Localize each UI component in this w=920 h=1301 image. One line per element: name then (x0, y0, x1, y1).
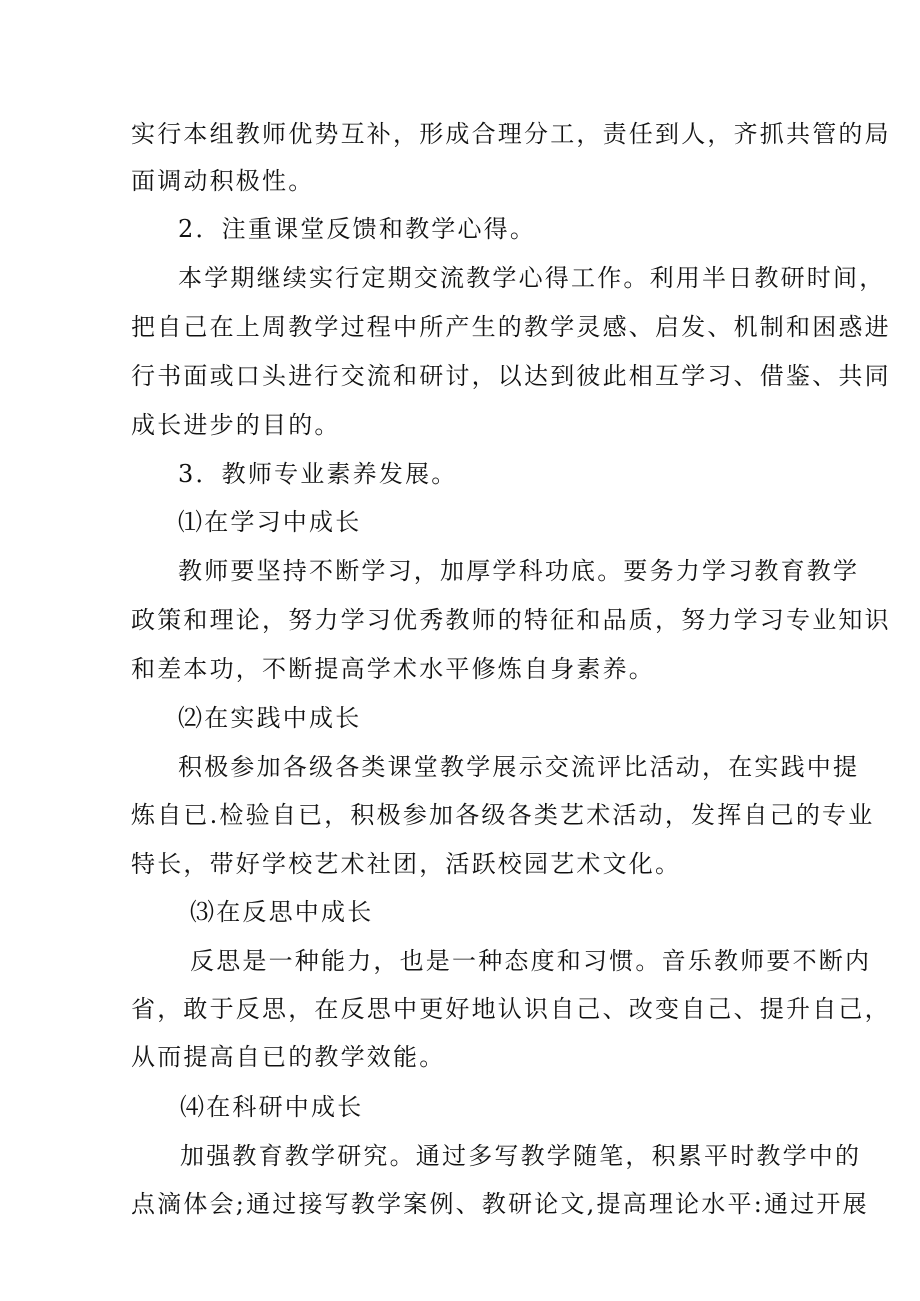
section-heading-3: 3．教师专业素养发展。 (178, 460, 458, 488)
paragraph-first-line: 积极参加各级各类课堂教学展示交流评比活动，在实践中提 (178, 753, 860, 781)
subheading-3: ⑶在反思中成长 (190, 898, 374, 926)
paragraph-first-line: 本学期继续实行定期交流教学心得工作。利用半日教研时间， (178, 264, 886, 292)
paragraph-line: 省，敢于反思，在反思中更好地认识自己、改变自己、提升自己， (131, 995, 891, 1023)
paragraph-first-line: 教师要坚持不断学习，加厚学科功底。要务力学习教育教学 (178, 557, 860, 585)
paragraph-line: 行书面或口头进行交流和研讨，以达到彼此相互学习、借鉴、共同 (131, 362, 891, 390)
paragraph-line: 炼自已.检验自已，积极参加各级各类艺术活动，发挥自己的专业 (131, 801, 875, 829)
paragraph-line: 政策和理论，努力学习优秀教师的特征和品质，努力学习专业知识 (131, 606, 891, 634)
subheading-1: ⑴在学习中成长 (178, 508, 362, 536)
paragraph-continuation-line: 面调动积极性。 (131, 167, 315, 195)
paragraph-line: 点滴体会;通过接写教学案例、教研论文,提高理论水平:通过开展 (131, 1190, 869, 1218)
paragraph-line: 特长，带好学校艺术社团，活跃校园艺术文化。 (131, 850, 682, 878)
paragraph-line: 成长进步的目的。 (131, 411, 341, 439)
paragraph-continuation-line: 实行本组教师优势互补，形成合理分工，责任到人，齐抓共管的局 (131, 120, 891, 148)
paragraph-line: 把自己在上周教学过程中所产生的教学灵感、启发、机制和困惑进 (131, 313, 891, 341)
subheading-4: ⑷在科研中成长 (180, 1093, 364, 1121)
paragraph-line: 从而提高自已的教学效能。 (131, 1043, 446, 1071)
paragraph-line: 和差本功，不断提高学术水平修炼自身素养。 (131, 655, 655, 683)
paragraph-first-line: 加强教育教学研究。通过多写教学随笔，积累平时教学中的 (180, 1142, 862, 1170)
subheading-2: ⑵在实践中成长 (178, 704, 362, 732)
paragraph-first-line: 反思是一种能力，也是一种态度和习惯。音乐教师要不断内 (190, 947, 872, 975)
section-heading-2: 2．注重课堂反馈和教学心得。 (178, 215, 537, 243)
